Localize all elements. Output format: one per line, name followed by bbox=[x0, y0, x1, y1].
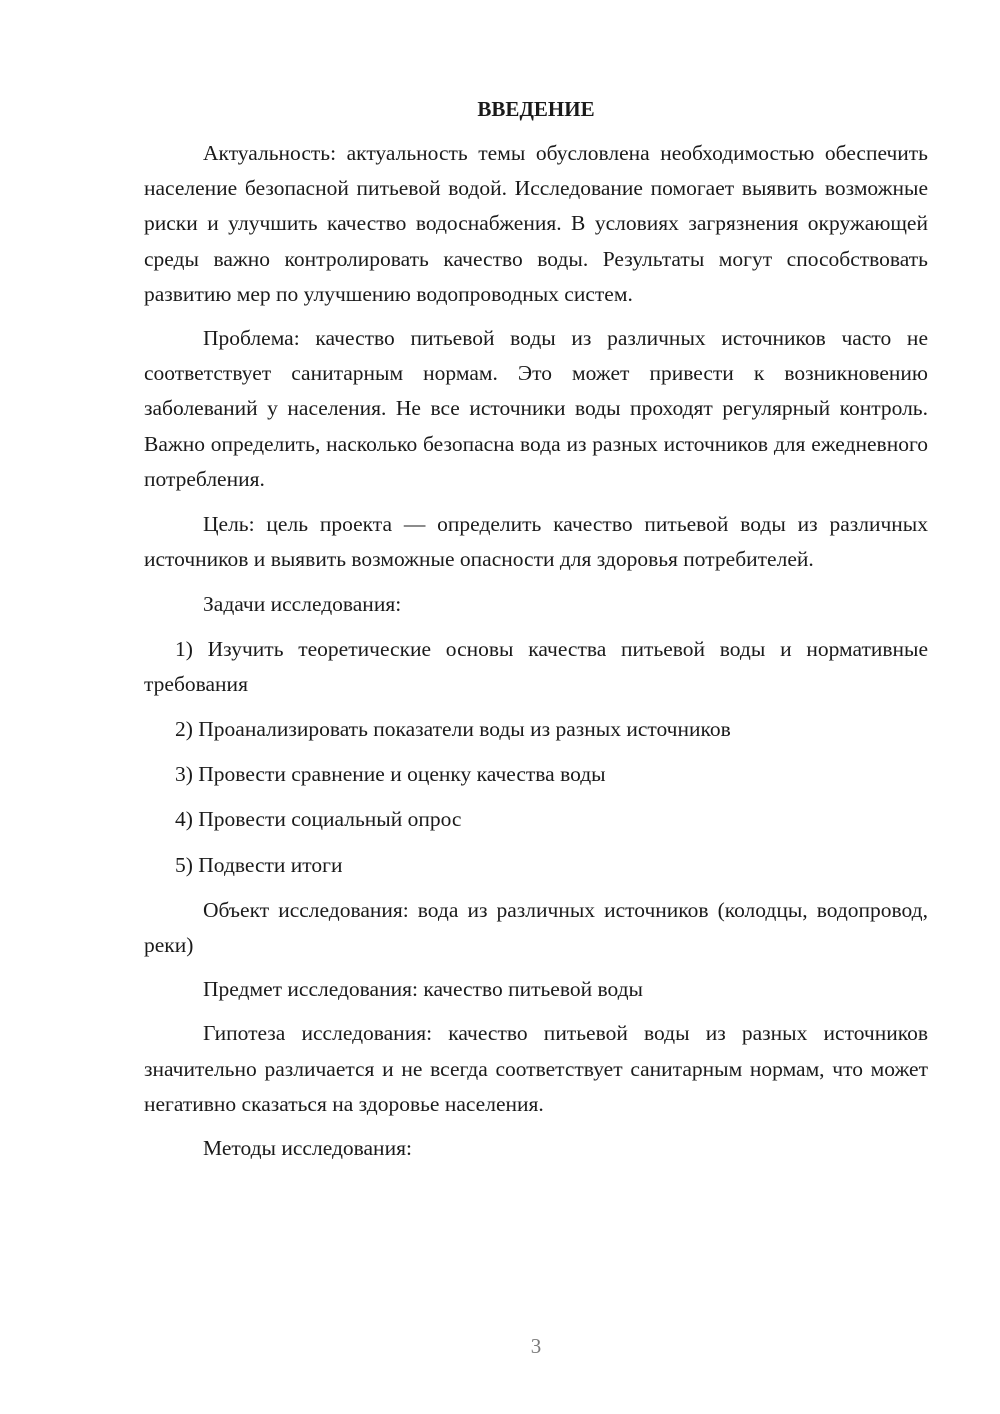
goal-paragraph: Цель: цель проекта — определить качество питьевой воды из различных источников и выявить возможные опасности для здоровья потребителей. bbox=[144, 512, 928, 572]
tasks-list bbox=[144, 632, 928, 883]
subject-paragraph: Предмет исследования: качество питьевой воды bbox=[203, 977, 643, 1002]
tasks-heading: Задачи исследования: bbox=[203, 592, 402, 617]
task-item-3: 3) Провести сравнение и оценку качества воды bbox=[175, 762, 606, 787]
problem-paragraph: Проблема: качество питьевой воды из различных источников часто не соответствует санитарным нормам. Это может привести к возникновению заболеваний у населения. Не все источники воды проходят регулярный контроль. Важно определить, насколько безопасна вода из разных источников для ежедневного потребления. bbox=[144, 326, 928, 491]
task-item-4: 4) Провести социальный опрос bbox=[175, 807, 462, 832]
task-item-5: 5) Подвести итоги bbox=[175, 852, 343, 877]
task-item-2: 2) Проанализировать показатели воды из разных источников bbox=[175, 717, 731, 742]
page-content bbox=[144, 92, 928, 1175]
section-title: ВВЕДЕНИЕ bbox=[477, 97, 595, 121]
object-paragraph: Объект исследования: вода из различных источников (колодцы, водопровод, реки) bbox=[144, 897, 928, 958]
methods-heading: Методы исследования: bbox=[203, 1136, 412, 1161]
page-number: 3 bbox=[530, 1334, 542, 1358]
relevance-paragraph: Актуальность: актуальность темы обусловлена необходимостью обеспечить население безопасной питьевой водой. Исследование помогает выявить возможные риски и улучшить качество водоснабжения. В условиях загрязнения окружающей среды важно контролировать качество воды. Результаты могут способствовать развитию мер по улучшению водопроводных систем. bbox=[144, 141, 928, 306]
task-item-1: 1) Изучить теоретические основы качества питьевой воды и нормативные требования bbox=[144, 636, 928, 696]
hypothesis-paragraph: Гипотеза исследования: качество питьевой воды из разных источников значительно различается и не всегда соответствует санитарным нормам, что может негативно сказаться на здоровье населения. bbox=[144, 1021, 928, 1116]
